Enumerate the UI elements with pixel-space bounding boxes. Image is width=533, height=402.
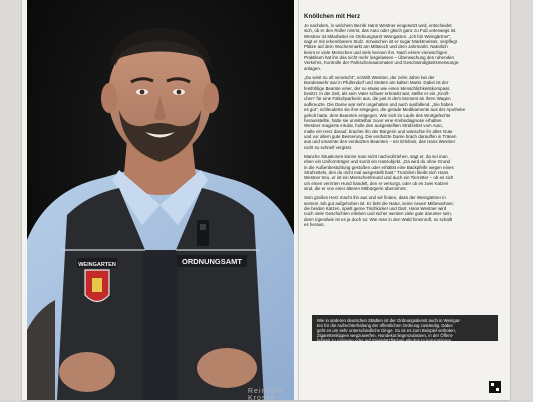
article-line: sich, ob er den Roller nimmt, das Auto oder gleich ganz zu Fuß unterwegs ist. <box>304 28 457 34</box>
article-line: Sein großes Herz macht ihn aus und wir finden, dass der Weingärtner in <box>304 195 446 201</box>
article-line: sagt er mit erkennbarem Stolz. Inzwischen ist er sogar Marktmeister, verpflegt <box>304 39 457 45</box>
article-line: es gut“, schleuderte sie ihm entgegen, die gerade Medikamente aus der Apotheke <box>304 107 466 113</box>
article-line: kennt er viele Menschen und viele kennen ihn. Nach einem vierwöchigen <box>304 49 448 55</box>
article-line: denn irgendwie ist es ja doch so: Wie man in den Wald hineinruft, so schallt <box>304 216 453 222</box>
article-line: um einen verirrten Hund handelt, den er versorgt, oder ob es zwei Katzen <box>304 180 449 186</box>
article-paragraph <box>304 23 502 71</box>
article-line: Westner ist Mitarbeiter im Ordnungsamt Weingarten. „Ich bin Weingärtner“, <box>304 33 452 39</box>
info-box-line: der Ordnungsbeamten. <box>317 348 362 354</box>
article-line: aus und umarmte den verdutzten Beamten – ein Erlebnis, das Hans Westner <box>304 139 456 145</box>
portrait-illustration <box>27 0 294 400</box>
article-line: besitzt. In der Zeit, als sein Vater schwer erkrankt war, stellte er ein „Knöll- <box>304 91 450 97</box>
article-line: nicht so schnell vergisst. <box>304 144 353 150</box>
article-line: malte ein Herz darauf, brachte ihn der Bürgerin und wünschte ihr alles Gute <box>304 128 453 134</box>
article-line: und vor allem gute Besserung. Die verdutzte Dame brach daraufhin in Tränen <box>304 133 457 139</box>
article-line: Je nachdem, in welchem Bezirk Hans Westner eingesetzt wird, entscheidet <box>304 23 452 28</box>
qr-code-icon[interactable] <box>489 381 501 393</box>
badge-label: WEINGARTEN <box>78 262 116 268</box>
article-paragraph <box>304 154 502 191</box>
article-line: seinem Job gut aufgehoben ist. Er liebt die Natur, seine neuen Mitbewohner, <box>304 200 454 206</box>
article-line: Praktikum hat ihn das nicht mehr losgelassen – Überwachung des ruhenden <box>304 55 454 61</box>
article-line: feinfühlige Beamte einer, der so etwas wie einen Menschlichkeitskompass <box>304 85 450 91</box>
info-box-line: Wie in anderen deutschen Städten ist der Ordnungsdienst auch in Weingar- <box>317 318 461 323</box>
article-body <box>304 23 502 227</box>
column-divider <box>298 0 299 400</box>
article-line: chen“ für eine Falschparkerin aus, die just in dem Moment an ihren Wagen <box>304 96 451 102</box>
article-line: die beiden Katzen, spielt gerne Tischkicker und Dart. Hans Westner wird <box>304 206 447 211</box>
article-line: Verkehrs, Kontrolle der Parkscheinautomaten und Geschwindigkeitsmessungs- <box>304 60 460 66</box>
info-box-line: geht es um sehr unterschiedliche Dinge. So ist es zum Beispiel verboten, <box>317 328 457 334</box>
info-box-line: um nur einige Punkte zu nennen. All dies fällt in den Aufgabenbereich <box>317 343 450 349</box>
article-line: aufkreuzte. Die Dame war sehr ungehalten und auch ausfallend. „Sie haben <box>304 101 454 107</box>
info-box-line: lichkeit zu urinieren oder auf Spielplatzflächen Alkohol zu konsumieren, <box>317 338 453 344</box>
photo-caption: Reinhold Krosse <box>248 388 284 402</box>
article-line: sind, die er von einer älteren Mitbürgerin übernimmt. <box>304 185 407 191</box>
info-box <box>312 315 498 354</box>
article-line: herausstellte, hatte sie unmittelbar zuvor eine Krebsdiagnose erhalten. <box>304 117 443 123</box>
article-line: Westner reagierte intuitiv, holte den ausgestellten Strafzettel vom Auto, <box>304 123 443 129</box>
portrait-photo <box>27 0 294 400</box>
article-title: Knöllchen mit Herz <box>304 13 361 20</box>
article-line: Westner treu, er ist ein Menschenfreund und auch ein Tierretter – ob es sich <box>304 175 454 181</box>
article-line: Plätze auf dem Wochenmarkt am Mittwoch und dem Jahrmarkt. Natürlich <box>304 44 448 50</box>
article-line: Manche Situationen könne man nicht nachvollziehen, sagt er, da sei man <box>304 153 448 159</box>
article-line: noch viele Geschichten erleben und sicher werden viele gute darunter sein, <box>304 211 453 217</box>
info-box-line: ten für die Aufrechterhaltung der öffentlichen Ordnung zuständig. Dabei <box>317 323 453 329</box>
article-line: anlagen. <box>304 65 322 71</box>
info-box-line: Zigarettenkippen wegzuwerfen, Hundekot liegenzulassen, in der Öffent- <box>317 333 454 339</box>
article-line: eben ein Uniformträger und somit ein Hassobjekt. „Da wird du ohne Grund <box>304 159 451 165</box>
article-line: Strafzettels, den du nicht mal ausgestellt hast.“ Trotzdem bleibt sich Hans <box>304 169 449 175</box>
article-line: Bundeswehr war in Pfullendorf und Stetten am kalten Markt. Dabei ist der <box>304 80 449 86</box>
article-paragraph <box>304 75 502 150</box>
article-line: in die Außenbestuhlung gestoßen oder erhältst eine Backpfeife wegen eines <box>304 164 454 170</box>
article-line: es heraus. <box>304 222 325 228</box>
article-paragraph <box>304 195 502 227</box>
vest-label: ORDNUNGSAMT <box>182 257 242 266</box>
article-line: „Du wirst so oft verarscht“, erzählt Westner, der zehn Jahre bei der <box>304 75 435 81</box>
article-line: geholt hatte, dem Beamten entgegen. Wie sich im Laufe des Wortgefechts <box>304 112 451 118</box>
info-box-text <box>317 318 493 354</box>
